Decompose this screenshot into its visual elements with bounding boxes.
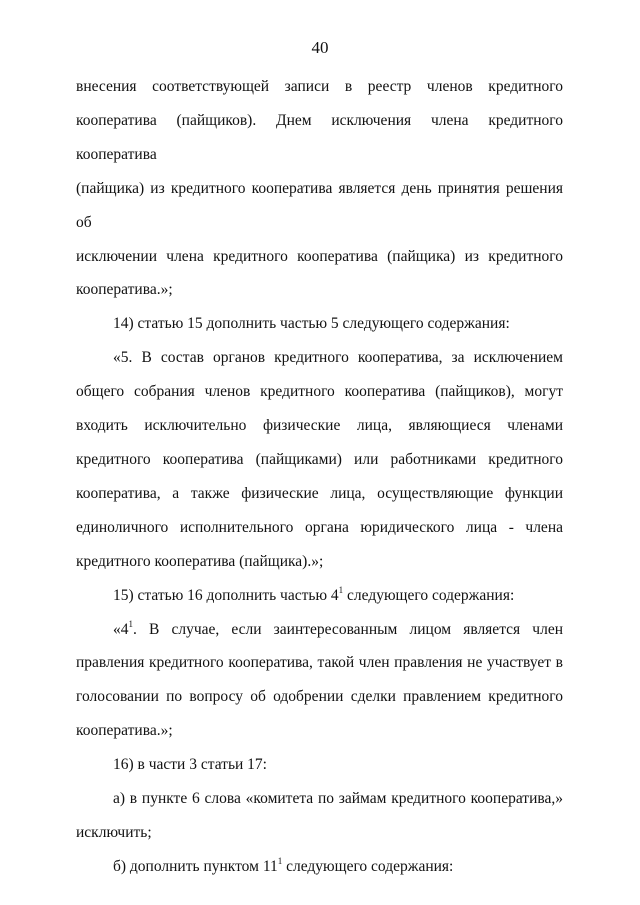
text-line: единоличного исполнительного органа юридического лица - члена: [76, 518, 563, 536]
superscript: 1: [128, 618, 133, 629]
text-line: 16) в части 3 статьи 17:: [113, 756, 267, 774]
text-line: [76, 850, 563, 884]
paragraph-1: [76, 70, 563, 307]
text-line: кооператива.»;: [76, 281, 173, 299]
paragraph-5: [76, 613, 563, 749]
text-fragment: «4: [113, 620, 129, 638]
text-line: кооператива (пайщиков). Днем исключения члена кредитного кооператива: [76, 111, 563, 163]
text-line: исключении члена кредитного кооператива (пайщика) из кредитного: [76, 247, 563, 265]
text-line: голосовании по вопросу об одобрении сделки правлением кредитного: [76, 688, 563, 706]
text-line: 14) статью 15 дополнить частью 5 следующего содержания:: [113, 315, 510, 333]
text-fragment: б) дополнить пунктом 11: [113, 857, 278, 875]
document-body: [76, 70, 563, 884]
text-line: общего собрания членов кредитного кооператива (пайщиков), могут: [76, 383, 563, 401]
text-line: а) в пункте 6 слова «комитета по займам кредитного кооператива,»: [113, 790, 563, 808]
text-fragment: следующего содержания:: [343, 586, 515, 604]
paragraph-2: [76, 307, 563, 341]
text-line: «5. В состав органов кредитного кооператива, за исключением: [113, 349, 563, 367]
text-line: кооператива.»;: [76, 722, 173, 740]
paragraph-8: [76, 850, 563, 884]
page-number: 40: [311, 38, 329, 57]
text-line: кредитного кооператива (пайщиками) или работниками кредитного: [76, 450, 563, 468]
text-fragment: . В случае, если заинтересованным лицом является член: [133, 620, 563, 638]
text-line: правления кредитного кооператива, такой член правления не участвует в: [76, 654, 563, 672]
paragraph-7: [76, 782, 563, 850]
text-line: внесения соответствующей записи в реестр членов кредитного: [76, 78, 563, 95]
text-line: кооператива, а также физические лица, осуществляющие функции: [76, 484, 563, 502]
text-line: [76, 613, 563, 647]
text-line: исключить;: [76, 823, 152, 841]
text-fragment: следующего содержания:: [282, 857, 454, 875]
text-line: (пайщика) из кредитного кооператива является день принятия решения об: [76, 179, 563, 231]
text-line: [76, 579, 563, 613]
paragraph-4: [76, 579, 563, 613]
paragraph-6: [76, 748, 563, 782]
text-line: кредитного кооператива (пайщика).»;: [76, 552, 324, 570]
superscript: 1: [277, 855, 283, 866]
superscript: 1: [338, 584, 344, 595]
text-fragment: 15) статью 16 дополнить частью 4: [113, 586, 339, 604]
paragraph-3: [76, 341, 563, 578]
text-line: входить исключительно физические лица, являющиеся членами: [76, 417, 563, 435]
